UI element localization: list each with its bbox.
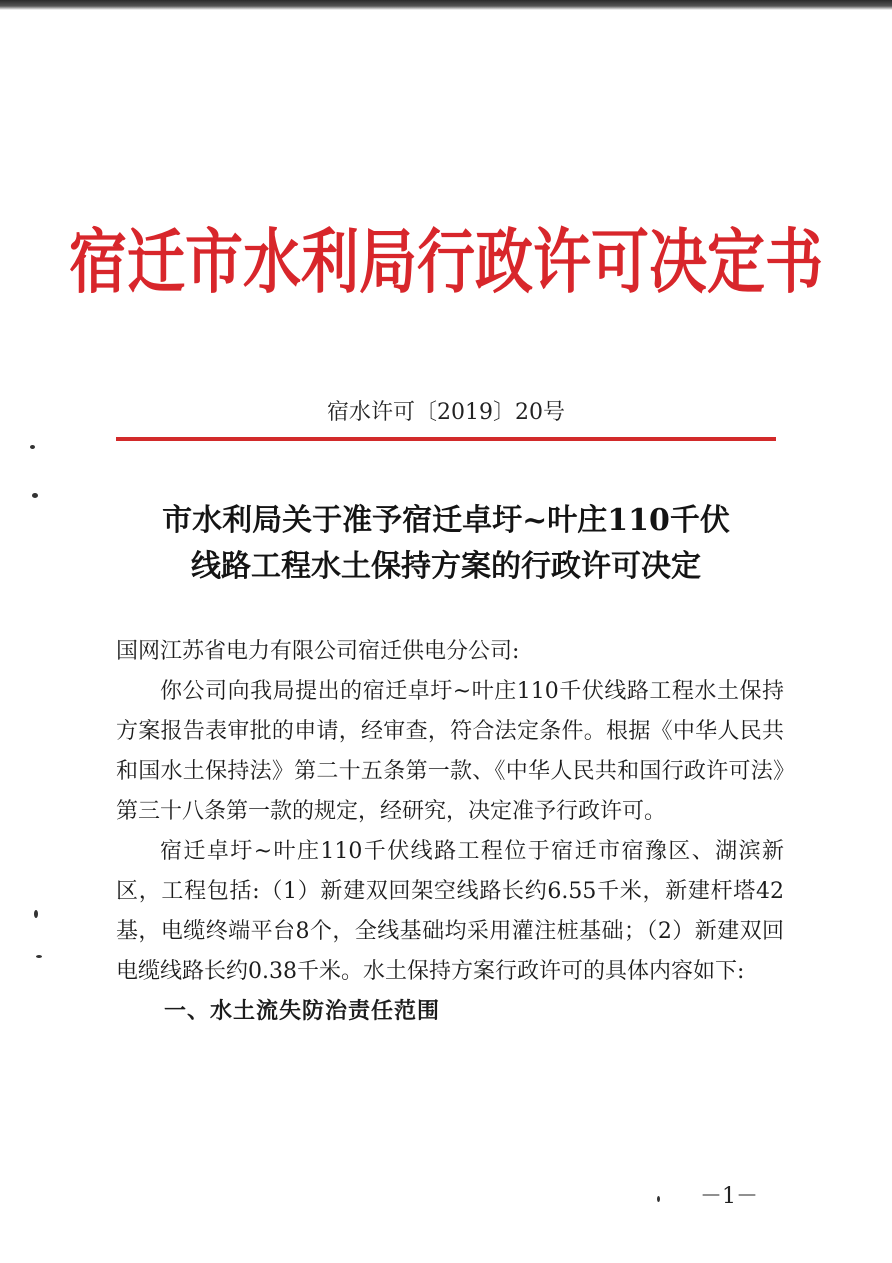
- scan-speck: [34, 910, 38, 918]
- scan-speck: [30, 445, 35, 449]
- red-divider-line: [116, 437, 776, 441]
- document-title: [100, 498, 792, 590]
- salutation: 国网江苏省电力有限公司宿迁供电分公司:: [116, 639, 520, 664]
- scan-top-edge: [0, 0, 892, 10]
- scan-speck: [657, 1196, 660, 1202]
- scan-speck: [32, 493, 38, 498]
- document-body: [116, 632, 784, 1032]
- section-heading-1: 一、水土流失防治责任范围: [164, 999, 441, 1024]
- title-line-2: 线路工程水土保持方案的行政许可决定: [191, 549, 701, 584]
- page-number: －1－: [700, 1184, 758, 1209]
- document-number: 宿水许可〔2019〕20号: [327, 400, 565, 425]
- body-paragraph-2: 宿迁卓圩~叶庄110千伏线路工程位于宿迁市宿豫区、湖滨新区，工程包括:（1）新建双回架空线路长约6.55千米，新建杆塔42基，电缆终端平台8个，全线基础均采用灌注桩基础；（2）新建双回电缆线路长约0.38千米。水土保持方案行政许可的具体内容如下:: [116, 839, 784, 984]
- document-masthead: 宿迁市水利局行政许可决定书: [68, 221, 823, 303]
- scan-speck: [36, 955, 42, 958]
- body-paragraph-1: 你公司向我局提出的宿迁卓圩~叶庄110千伏线路工程水土保持方案报告表审批的申请，经审查，符合法定条件。根据《中华人民共和国水土保持法》第二十五条第一款、《中华人民共和国行政许可法》第三十八条第一款的规定，经研究，决定准予行政许可。: [116, 679, 784, 824]
- title-line-1: 市水利局关于准予宿迁卓圩~叶庄110千伏: [162, 503, 730, 538]
